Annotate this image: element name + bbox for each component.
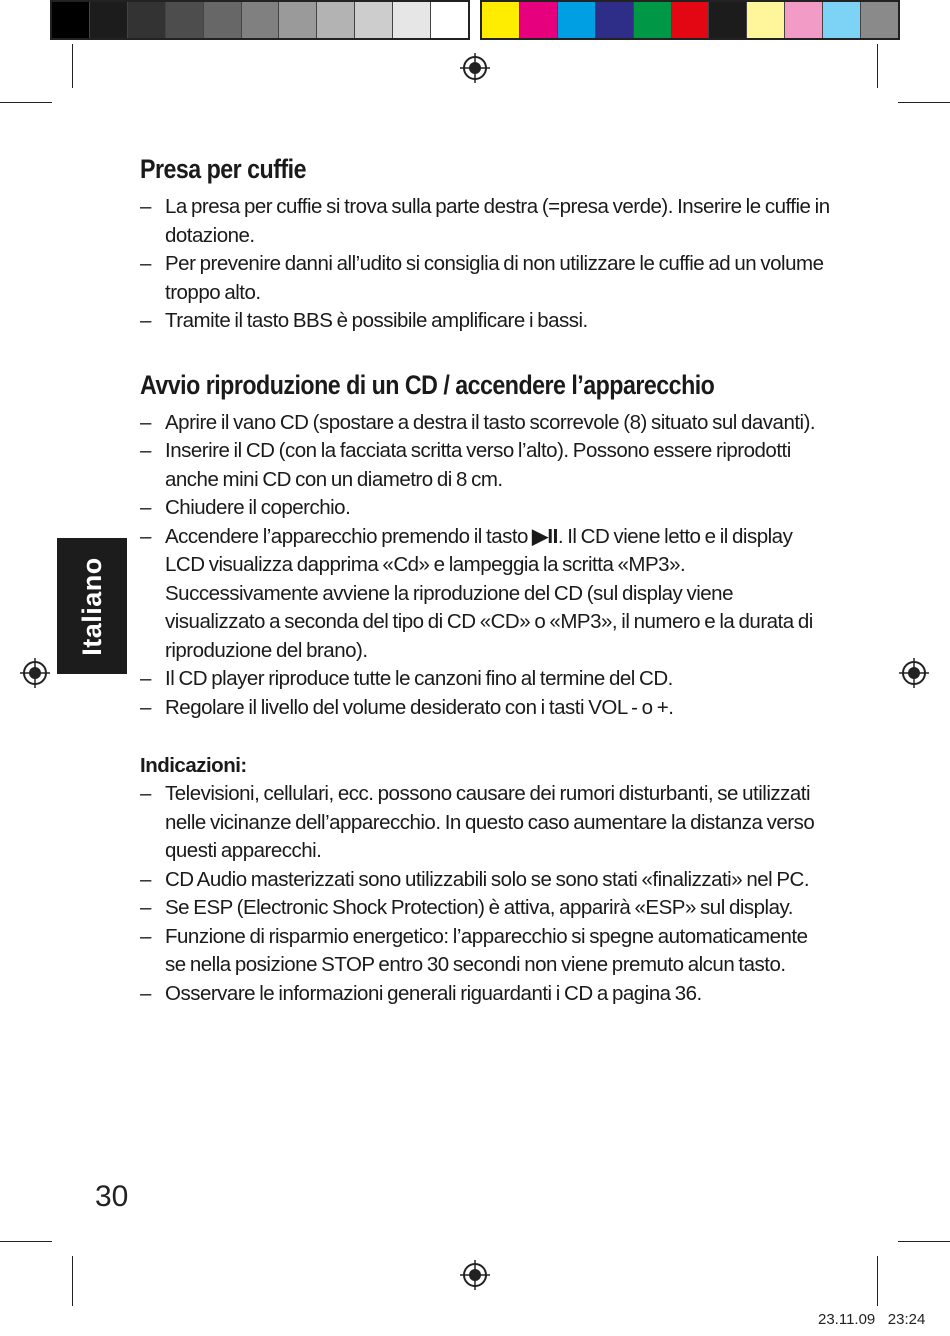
section-title: Avvio riproduzione di un CD / accendere l’apparecchio [140, 369, 715, 400]
color-swatch [558, 2, 596, 38]
crop-mark [877, 44, 878, 88]
gray-swatch [128, 2, 166, 38]
gray-swatch [166, 2, 204, 38]
bullet-list [140, 409, 830, 723]
color-swatch [520, 2, 558, 38]
registration-mark-icon [899, 658, 929, 688]
print-time: 23:24 [887, 1311, 926, 1328]
gray-swatch [279, 2, 317, 38]
list-item-text: Televisioni, cellulari, ecc. possono causare dei rumori disturbanti, se utilizzati nelle vicinanze dell’apparecchio. In questo caso aumentare la distanza verso questi apparecchi. [165, 782, 815, 862]
print-date: 23.11.09 [818, 1311, 876, 1328]
gray-swatch [242, 2, 280, 38]
list-item-text: Per prevenire danni all’udito si consiglia di non utilizzare le cuffie ad un volume troppo alto. [165, 252, 824, 304]
list-item-text: Inserire il CD (con la facciata scritta verso l’alto). Possono essere riprodotti anche mini CD con un diametro di 8 cm. [165, 439, 791, 491]
bullet-dash: – [140, 695, 151, 719]
color-swatch [634, 2, 672, 38]
gray-swatch [431, 2, 468, 38]
language-tab-label: Italiano [76, 556, 107, 656]
crop-mark [72, 1256, 73, 1306]
list-item [140, 409, 830, 438]
list-item [140, 780, 830, 866]
bullet-dash: – [140, 896, 151, 919]
list-item [140, 250, 830, 307]
list-item-text: Tramite il tasto BBS è possibile amplificare i bassi. [165, 309, 588, 332]
language-tab [57, 538, 127, 674]
gray-swatch [317, 2, 355, 38]
page-number: 30 [95, 1180, 129, 1213]
crop-mark [0, 102, 52, 103]
color-swatch [823, 2, 861, 38]
bullet-dash: – [140, 410, 151, 434]
list-item-text: Regolare il livello del volume desiderato con i tasti VOL - o +. [165, 695, 674, 719]
gray-swatch [393, 2, 431, 38]
list-item [140, 494, 830, 523]
bullet-dash: – [140, 195, 151, 218]
registration-mark-icon [20, 658, 50, 688]
color-swatch [861, 2, 898, 38]
bullet-dash: – [140, 981, 151, 1005]
bullet-list [140, 780, 830, 1008]
color-calibration-bar [480, 0, 900, 40]
list-item [140, 523, 830, 666]
bullet-dash: – [140, 924, 151, 948]
list-item-text: Se ESP (Electronic Shock Protection) è attiva, apparirà «ESP» sul display. [165, 896, 793, 919]
bullet-dash: – [140, 496, 151, 519]
bullet-dash: – [140, 782, 151, 805]
list-item-text: . Il CD viene letto e il display LCD visualizza dapprima «Cd» e lampeggia la scritta «MP3». Successivamente avviene la riproduzione del CD (sul display viene visualizzato a seconda del tipo di CD «CD» o «MP3», il numero e la durata di riproduzione del brano). [165, 524, 813, 662]
list-item [140, 665, 830, 694]
grayscale-calibration-bar [50, 0, 470, 40]
bullet-dash: – [140, 867, 151, 891]
list-item [140, 923, 830, 980]
section-title: Presa per cuffie [140, 154, 306, 184]
play-pause-icon: ▶II [532, 524, 558, 548]
color-swatch [747, 2, 785, 38]
print-timestamp [818, 1311, 925, 1328]
notes-title: Indicazioni: [140, 754, 247, 777]
color-swatch [672, 2, 710, 38]
list-item [140, 894, 830, 923]
gray-swatch [52, 2, 90, 38]
crop-mark [0, 1241, 52, 1242]
notes-section [140, 752, 830, 1008]
list-item [140, 193, 830, 250]
color-swatch [709, 2, 747, 38]
bullet-dash: – [140, 524, 151, 548]
color-swatch [482, 2, 520, 38]
crop-mark [898, 1241, 950, 1242]
registration-mark-icon [460, 53, 490, 83]
list-item [140, 694, 830, 723]
bullet-dash: – [140, 252, 151, 275]
gray-swatch [90, 2, 128, 38]
bullet-list [140, 193, 830, 336]
list-item-text: Aprire il vano CD (spostare a destra il tasto scorrevole (8) situato sul davanti). [165, 410, 816, 434]
list-item-text: Accendere l’apparecchio premendo il tasto [165, 524, 528, 548]
gray-swatch [204, 2, 242, 38]
color-swatch [596, 2, 634, 38]
gray-swatch [355, 2, 393, 38]
list-item-text: CD Audio masterizzati sono utilizzabili solo se sono stati «finalizzati» nel PC. [165, 867, 810, 891]
page-content [140, 150, 830, 1008]
crop-mark [898, 102, 950, 103]
list-item [140, 980, 830, 1009]
list-item [140, 866, 830, 895]
list-item-text: Osservare le informazioni generali riguardanti i CD a pagina 36. [165, 981, 702, 1005]
list-item-text: Chiudere il coperchio. [165, 496, 351, 519]
bullet-dash: – [140, 439, 151, 462]
crop-mark [877, 1256, 878, 1306]
color-swatch [785, 2, 823, 38]
crop-mark [72, 44, 73, 88]
list-item-text: La presa per cuffie si trova sulla parte destra (=presa verde). Inserire le cuffie in dotazione. [165, 195, 830, 247]
list-item-text: Il CD player riproduce tutte le canzoni fino al termine del CD. [165, 667, 673, 690]
list-item [140, 307, 830, 336]
registration-mark-icon [460, 1260, 490, 1290]
list-item [140, 437, 830, 494]
bullet-dash: – [140, 667, 151, 690]
list-item-text: Funzione di risparmio energetico: l’apparecchio si spegne automaticamente se nella posizione STOP entro 30 secondi non viene premuto alcun tasto. [165, 924, 808, 976]
bullet-dash: – [140, 309, 151, 332]
